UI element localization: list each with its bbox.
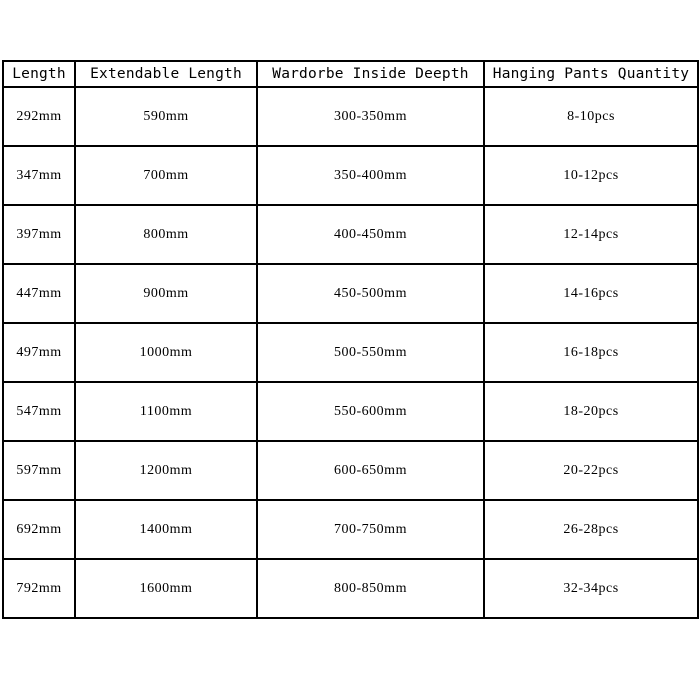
cell-extendable-length: 1100mm [75,382,257,441]
cell-wardrobe-inside-depth: 800-850mm [257,559,484,618]
table-row [3,559,698,618]
header-hanging-pants-quantity: Hanging Pants Quantity [484,61,698,87]
cell-length: 597mm [3,441,75,500]
cell-extendable-length: 1000mm [75,323,257,382]
table-row [3,500,698,559]
cell-length: 792mm [3,559,75,618]
table-row [3,87,698,146]
cell-hanging-pants-quantity: 18-20pcs [484,382,698,441]
table-row [3,323,698,382]
table-row [3,382,698,441]
cell-hanging-pants-quantity: 32-34pcs [484,559,698,618]
table-row [3,264,698,323]
cell-extendable-length: 590mm [75,87,257,146]
cell-extendable-length: 1600mm [75,559,257,618]
cell-extendable-length: 1200mm [75,441,257,500]
header-extendable-length: Extendable Length [75,61,257,87]
cell-wardrobe-inside-depth: 300-350mm [257,87,484,146]
cell-wardrobe-inside-depth: 400-450mm [257,205,484,264]
cell-length: 347mm [3,146,75,205]
cell-hanging-pants-quantity: 16-18pcs [484,323,698,382]
cell-hanging-pants-quantity: 14-16pcs [484,264,698,323]
cell-length: 497mm [3,323,75,382]
cell-length: 547mm [3,382,75,441]
cell-extendable-length: 700mm [75,146,257,205]
cell-wardrobe-inside-depth: 350-400mm [257,146,484,205]
table-body [3,87,698,618]
table-header-row [3,61,698,87]
cell-hanging-pants-quantity: 20-22pcs [484,441,698,500]
header-wardrobe-inside-depth: Wardorbe Inside Deepth [257,61,484,87]
cell-wardrobe-inside-depth: 450-500mm [257,264,484,323]
cell-hanging-pants-quantity: 8-10pcs [484,87,698,146]
cell-wardrobe-inside-depth: 600-650mm [257,441,484,500]
cell-length: 292mm [3,87,75,146]
cell-extendable-length: 800mm [75,205,257,264]
cell-hanging-pants-quantity: 10-12pcs [484,146,698,205]
cell-hanging-pants-quantity: 12-14pcs [484,205,698,264]
size-spec-table [2,60,699,619]
cell-length: 692mm [3,500,75,559]
cell-wardrobe-inside-depth: 500-550mm [257,323,484,382]
cell-length: 447mm [3,264,75,323]
cell-extendable-length: 900mm [75,264,257,323]
cell-wardrobe-inside-depth: 550-600mm [257,382,484,441]
header-length: Length [3,61,75,87]
cell-wardrobe-inside-depth: 700-750mm [257,500,484,559]
table-row [3,441,698,500]
table-row [3,205,698,264]
cell-length: 397mm [3,205,75,264]
cell-hanging-pants-quantity: 26-28pcs [484,500,698,559]
cell-extendable-length: 1400mm [75,500,257,559]
table-row [3,146,698,205]
